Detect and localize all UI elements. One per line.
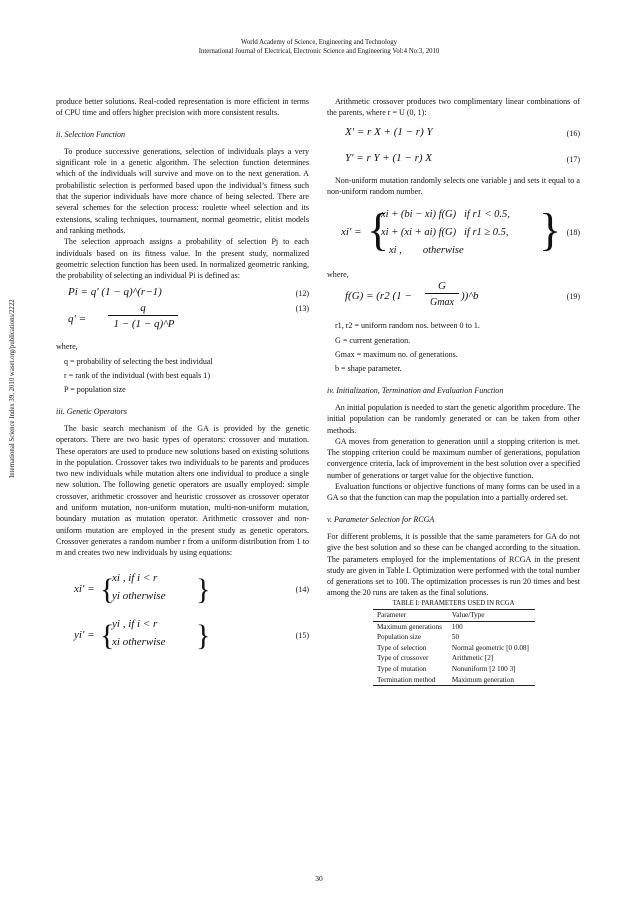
eq15-case2: xi otherwise: [112, 635, 166, 648]
table-cell: Nonuniform [2 100 3]: [451, 664, 516, 673]
right-brace: }: [196, 572, 211, 606]
journal-volume: International Journal of Electrical, Electronic Science and Engineering Vol:4 No:3, 2010: [198, 48, 440, 55]
page-number: 30: [315, 874, 323, 883]
table-row: [373, 632, 535, 643]
paragraph: produce better solutions. Real-coded representation is more efficient in terms of CPU time and offers higher precision with more consistent results.: [56, 97, 309, 118]
eq19-rhs: ))^b: [461, 290, 479, 303]
definition-q: q = probability of selecting the best individual: [64, 356, 213, 366]
sidebar-index-text: International Science Index 39, 2010 waset.org/publications/2222: [9, 299, 16, 478]
equation-19: [327, 280, 580, 314]
eq15-case1: yi , if i < r: [112, 617, 158, 630]
eq15-lhs: yi′ =: [74, 628, 95, 641]
eq18-lhs: xi′ =: [341, 226, 362, 239]
right-brace: }: [539, 204, 562, 256]
eq18-case2: xi + (xi + ai) f(G) if r1 ≥ 0.5,: [381, 227, 509, 239]
eq12-number: (12): [295, 289, 309, 299]
right-column: [327, 96, 580, 686]
table-cell: Termination method: [377, 675, 436, 684]
equation-16: [327, 119, 580, 145]
table-cell: Type of mutation: [377, 664, 427, 673]
equation-12: [56, 281, 309, 303]
where-label: where,: [56, 342, 78, 352]
eq17-number: (17): [566, 154, 580, 164]
definition-g: G = current generation.: [335, 335, 411, 345]
definition-p: P = population size: [64, 385, 126, 395]
where-label: where,: [327, 270, 349, 280]
paragraph: Arithmetic crossover produces two complimentary linear combinations of the parents, where r = U (0, 1):: [327, 97, 580, 118]
paragraph: For different problems, it is possible that the same parameters for GA do not give the best solution and so these can be changed according to the situation. The parameters employed for the implementations of RCGA in the present study are given in Table I. Optimization were performed with the total number of generations set to 100. The optimization processes is run 20 times and best among the 20 runs are taken as the final solutions.: [327, 531, 580, 598]
table-header-cell: Parameter: [377, 611, 407, 620]
eq18-case3: xi , otherwise: [389, 245, 464, 257]
paragraph: Non-uniform mutation randomly selects one variable j and sets it equal to a non-uniform random number.: [327, 175, 580, 196]
eq19-lhs: f(G) = (r2 (1 −: [345, 290, 412, 303]
definition-r: r = rank of the individual (with best equals 1): [64, 371, 210, 381]
definition-r1-r2: r1, r2 = uniform random nos. between 0 to 1.: [335, 321, 480, 331]
definition-gmax: Gmax = maximum no. of generations.: [335, 350, 458, 360]
equation-13: [56, 303, 309, 337]
eq16-number: (16): [566, 128, 580, 138]
section-heading-selection: ii. Selection Function: [56, 129, 126, 139]
paragraph: Evaluation functions or objective functions of many forms can be used in a GA so that the function can map the population into a partially ordered set.: [327, 482, 580, 503]
table-cell: Type of crossover: [377, 654, 429, 663]
eq19-numerator: G: [425, 281, 459, 293]
paragraph: The basic search mechanism of the GA is provided by the genetic operators. There are two basic types of operators: crossover and mutation. These operators are used to produce new solutions based on existing solutions in the population. Crossover takes two individuals to be parents and produces two new individuals while mutation alters one individual to produce a single new solution. The following genetic operators are usually employed: simple crossover, arithmetic crossover and heuristic crossover as crossover operator and uniform mutation, non-uniform mutation, multi-non-uniform mutation, boundary mutation as mutation operator. Arithmetic crossover and non-uniform mutation are employed in the present study as genetic operators. Crossover generates a random number r from a uniform distribution from 1 to m and creates two new individuals by using equations:: [56, 423, 309, 558]
table-row: [373, 621, 535, 632]
left-brace: {: [367, 204, 390, 256]
table-cell: Arithmetic [2]: [451, 654, 494, 663]
left-brace: {: [100, 572, 115, 606]
left-column: [56, 96, 309, 657]
table-header-cell: Value/Type: [451, 611, 485, 620]
eq13-numerator: q: [108, 303, 178, 315]
eq12-body: Pi = q′ (1 − q)^(r−1): [68, 286, 162, 299]
equation-15: [56, 617, 309, 657]
paragraph: GA moves from generation to generation until a stopping criterion is met. The stopping criterion could be maximum number of generations, population convergence criteria, lack of improvement in the best solution over a specified number of generations or target value for the objective function.: [327, 436, 580, 480]
table-cell: 100: [451, 622, 463, 631]
table-cell: Maximum generations: [377, 622, 442, 631]
parameters-table: [373, 609, 535, 686]
eq16-body: X′ = r X + (1 − r) Y: [345, 125, 433, 138]
eq13-number: (13): [295, 304, 309, 314]
table-row: [373, 653, 535, 664]
table-cell: Maximum generation: [451, 675, 514, 684]
equation-18: [327, 205, 580, 265]
eq14-lhs: xi′ =: [74, 582, 95, 595]
paragraph: To produce successive generations, selection of individuals plays a very significant role in a genetic algorithm. The selection function determines which of the individuals will survive and move on to the next generation. A probabilistic selection is performed based upon the individual’s fitness such that the superior individuals have more chance of being selected. There are several schemes for the selection process: roulette wheel selection and its extensions, scaling techniques, tournament, normal geometric, elitist models and ranking methods.: [56, 146, 309, 235]
right-brace: }: [196, 618, 211, 652]
table-caption: TABLE I: PARAMETERS USED IN RCGA: [392, 599, 515, 607]
eq14-case2: yi otherwise: [112, 589, 166, 602]
table-cell: Normal geometric [0 0.08]: [451, 643, 529, 652]
section-heading-initialization: iv. Initialization, Termination and Evaluation Function: [327, 385, 504, 395]
table-header-row: [373, 610, 535, 622]
table-row: [373, 675, 535, 686]
table-row: [373, 664, 535, 675]
eq19-denominator: Gmax: [430, 297, 454, 309]
section-heading-parameter-selection: v. Parameter Selection for RCGA: [327, 514, 435, 524]
left-brace: {: [100, 618, 115, 652]
eq15-number: (15): [295, 630, 309, 640]
eq19-number: (19): [566, 292, 580, 302]
equation-14: [56, 571, 309, 611]
table-cell: Population size: [377, 633, 422, 642]
eq14-case1: xi , if i < r: [112, 571, 158, 584]
eq14-number: (14): [295, 584, 309, 594]
section-heading-genetic-operators: iii. Genetic Operators: [56, 406, 127, 416]
journal-name: World Academy of Science, Engineering and Technology: [240, 39, 398, 46]
eq18-case1: xi + (bi − xi) f(G) if r1 < 0.5,: [381, 209, 510, 221]
table-cell: 50: [451, 633, 460, 642]
equation-17: [327, 145, 580, 171]
eq13-denominator: 1 − (1 − q)^P: [113, 318, 175, 331]
paragraph: An initial population is needed to start the genetic algorithm procedure. The initial population can be randomly generated or can be taken from other methods.: [327, 402, 580, 435]
eq13-lhs: q′ =: [68, 313, 87, 326]
paragraph: The selection approach assigns a probability of selection Pj to each individuals based on its fitness value. In the present study, normalized geometric selection function has been used. In normalized geometric ranking, the probability of selecting an individual Pi is defined as:: [56, 237, 309, 281]
definition-b: b = shape parameter.: [335, 364, 402, 374]
eq18-number: (18): [566, 228, 580, 238]
table-cell: Type of selection: [377, 643, 427, 652]
eq17-body: Y′ = r Y + (1 − r) X: [345, 151, 433, 164]
table-row: [373, 643, 535, 654]
